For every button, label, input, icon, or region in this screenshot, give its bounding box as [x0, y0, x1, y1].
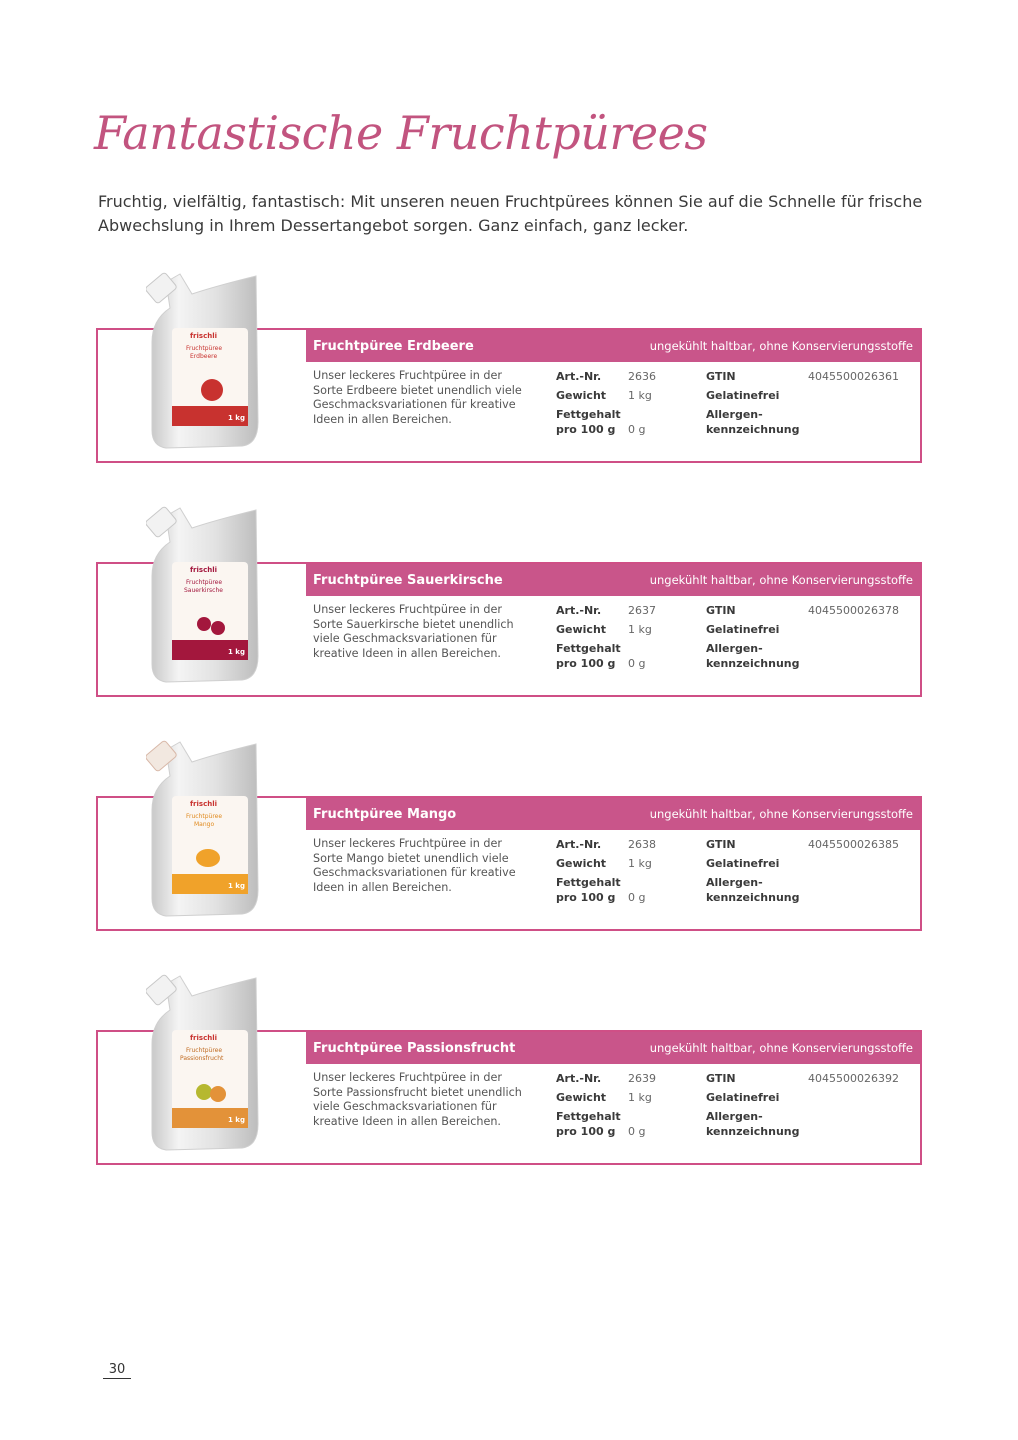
- label-gelatinefrei: Gelatinefrei: [706, 857, 780, 870]
- pouch-line: Fruchtpüree: [186, 1047, 223, 1054]
- pouch-flavor: Erdbeere: [190, 353, 218, 360]
- value-gewicht: 1 kg: [628, 623, 652, 636]
- value-fettgehalt: 0 g: [628, 423, 646, 436]
- value-art-nr: 2638: [628, 838, 656, 851]
- product-note: ungekühlt haltbar, ohne Konservierungsstoffe: [649, 807, 913, 821]
- pouch-brand: frischli: [190, 566, 217, 574]
- page-title: Fantastische Fruchtpürees: [94, 106, 708, 160]
- label-kennzeichnung: kennzeichnung: [706, 657, 800, 670]
- label-gewicht: Gewicht: [556, 857, 607, 870]
- pouch-line: Fruchtpüree: [186, 345, 223, 352]
- value-art-nr: 2636: [628, 370, 656, 383]
- label-gtin: GTIN: [706, 370, 736, 383]
- label-gtin: GTIN: [706, 604, 736, 617]
- pouch-flavor: Mango: [194, 821, 215, 828]
- label-allergen: Allergen-: [706, 408, 763, 421]
- product-header-bar: [306, 798, 920, 830]
- product-pouch-image: [146, 740, 264, 918]
- product-card-sauerkirsche: [96, 562, 922, 697]
- product-note: ungekühlt haltbar, ohne Konservierungsstoffe: [649, 339, 913, 353]
- value-gtin: 4045500026392: [808, 1072, 899, 1085]
- value-fettgehalt: 0 g: [628, 657, 646, 670]
- label-pro-100g: pro 100 g: [556, 891, 616, 904]
- product-description: Unser leckeres Fruchtpüree in der Sorte Sauerkirsche bietet unendlich viele Geschmacksvariationen für kreative Ideen in allen Bereichen.: [313, 603, 514, 660]
- value-art-nr: 2639: [628, 1072, 656, 1085]
- product-name: Fruchtpüree Mango: [313, 806, 457, 822]
- pouch-weight: 1 kg: [228, 1116, 245, 1124]
- pouch-weight: 1 kg: [228, 648, 245, 656]
- label-pro-100g: pro 100 g: [556, 423, 616, 436]
- product-pouch-image: [146, 974, 264, 1152]
- label-gtin: GTIN: [706, 838, 736, 851]
- label-gewicht: Gewicht: [556, 623, 607, 636]
- label-art-nr: Art.-Nr.: [556, 838, 602, 851]
- value-fettgehalt: 0 g: [628, 1125, 646, 1138]
- label-kennzeichnung: kennzeichnung: [706, 891, 800, 904]
- label-gelatinefrei: Gelatinefrei: [706, 1091, 780, 1104]
- label-allergen: Allergen-: [706, 642, 763, 655]
- label-gelatinefrei: Gelatinefrei: [706, 623, 780, 636]
- label-art-nr: Art.-Nr.: [556, 604, 602, 617]
- product-card-mango: [96, 796, 922, 931]
- label-pro-100g: pro 100 g: [556, 1125, 616, 1138]
- product-card-passionsfrucht: [96, 1030, 922, 1165]
- product-description: Unser leckeres Fruchtpüree in der Sorte Erdbeere bietet unendlich viele Geschmacksvariationen für kreative Ideen in allen Bereichen.: [313, 369, 522, 426]
- label-fettgehalt: Fettgehalt: [556, 1110, 621, 1123]
- product-header-bar: [306, 330, 920, 362]
- value-gtin: 4045500026361: [808, 370, 899, 383]
- pouch-flavor: Passionsfrucht: [180, 1055, 224, 1062]
- pouch-brand: frischli: [190, 332, 217, 340]
- product-note: ungekühlt haltbar, ohne Konservierungsstoffe: [649, 573, 913, 587]
- value-gewicht: 1 kg: [628, 1091, 652, 1104]
- value-gtin: 4045500026385: [808, 838, 899, 851]
- label-fettgehalt: Fettgehalt: [556, 876, 621, 889]
- label-gewicht: Gewicht: [556, 1091, 607, 1104]
- label-allergen: Allergen-: [706, 1110, 763, 1123]
- label-fettgehalt: Fettgehalt: [556, 408, 621, 421]
- label-kennzeichnung: kennzeichnung: [706, 1125, 800, 1138]
- label-art-nr: Art.-Nr.: [556, 370, 602, 383]
- product-pouch-image: [146, 506, 264, 684]
- value-gewicht: 1 kg: [628, 857, 652, 870]
- product-description: Unser leckeres Fruchtpüree in der Sorte Passionsfrucht bietet unendlich viele Geschmacksvariationen für kreative Ideen in allen Bereichen.: [313, 1071, 522, 1128]
- label-allergen: Allergen-: [706, 876, 763, 889]
- label-kennzeichnung: kennzeichnung: [706, 423, 800, 436]
- product-name: Fruchtpüree Erdbeere: [313, 338, 474, 354]
- product-card-erdbeere: [96, 328, 922, 463]
- product-pouch-image: [146, 272, 264, 450]
- product-name: Fruchtpüree Sauerkirsche: [313, 572, 503, 588]
- pouch-line: Fruchtpüree: [186, 813, 223, 820]
- pouch-brand: frischli: [190, 800, 217, 808]
- value-fettgehalt: 0 g: [628, 891, 646, 904]
- pouch-weight: 1 kg: [228, 882, 245, 890]
- label-gelatinefrei: Gelatinefrei: [706, 389, 780, 402]
- product-description: Unser leckeres Fruchtpüree in der Sorte Mango bietet unendlich viele Geschmacksvariationen für kreative Ideen in allen Bereichen.: [313, 837, 516, 894]
- intro-text: Fruchtig, vielfältig, fantastisch: Mit unseren neuen Fruchtpürees können Sie auf die Schnelle für frische Abwechslung in Ihrem Dessertangebot sorgen. Ganz einfach, ganz lecker.: [98, 192, 923, 235]
- pouch-weight: 1 kg: [228, 414, 245, 422]
- pouch-flavor: Sauerkirsche: [184, 587, 223, 594]
- value-art-nr: 2637: [628, 604, 656, 617]
- label-fettgehalt: Fettgehalt: [556, 642, 621, 655]
- product-header-bar: [306, 564, 920, 596]
- label-gewicht: Gewicht: [556, 389, 607, 402]
- pouch-brand: frischli: [190, 1034, 217, 1042]
- product-note: ungekühlt haltbar, ohne Konservierungsstoffe: [649, 1041, 913, 1055]
- label-pro-100g: pro 100 g: [556, 657, 616, 670]
- label-gtin: GTIN: [706, 1072, 736, 1085]
- label-art-nr: Art.-Nr.: [556, 1072, 602, 1085]
- pouch-line: Fruchtpüree: [186, 579, 223, 586]
- value-gewicht: 1 kg: [628, 389, 652, 402]
- product-header-bar: [306, 1032, 920, 1064]
- product-name: Fruchtpüree Passionsfrucht: [313, 1040, 516, 1056]
- page-number: 30: [103, 1362, 131, 1379]
- value-gtin: 4045500026378: [808, 604, 899, 617]
